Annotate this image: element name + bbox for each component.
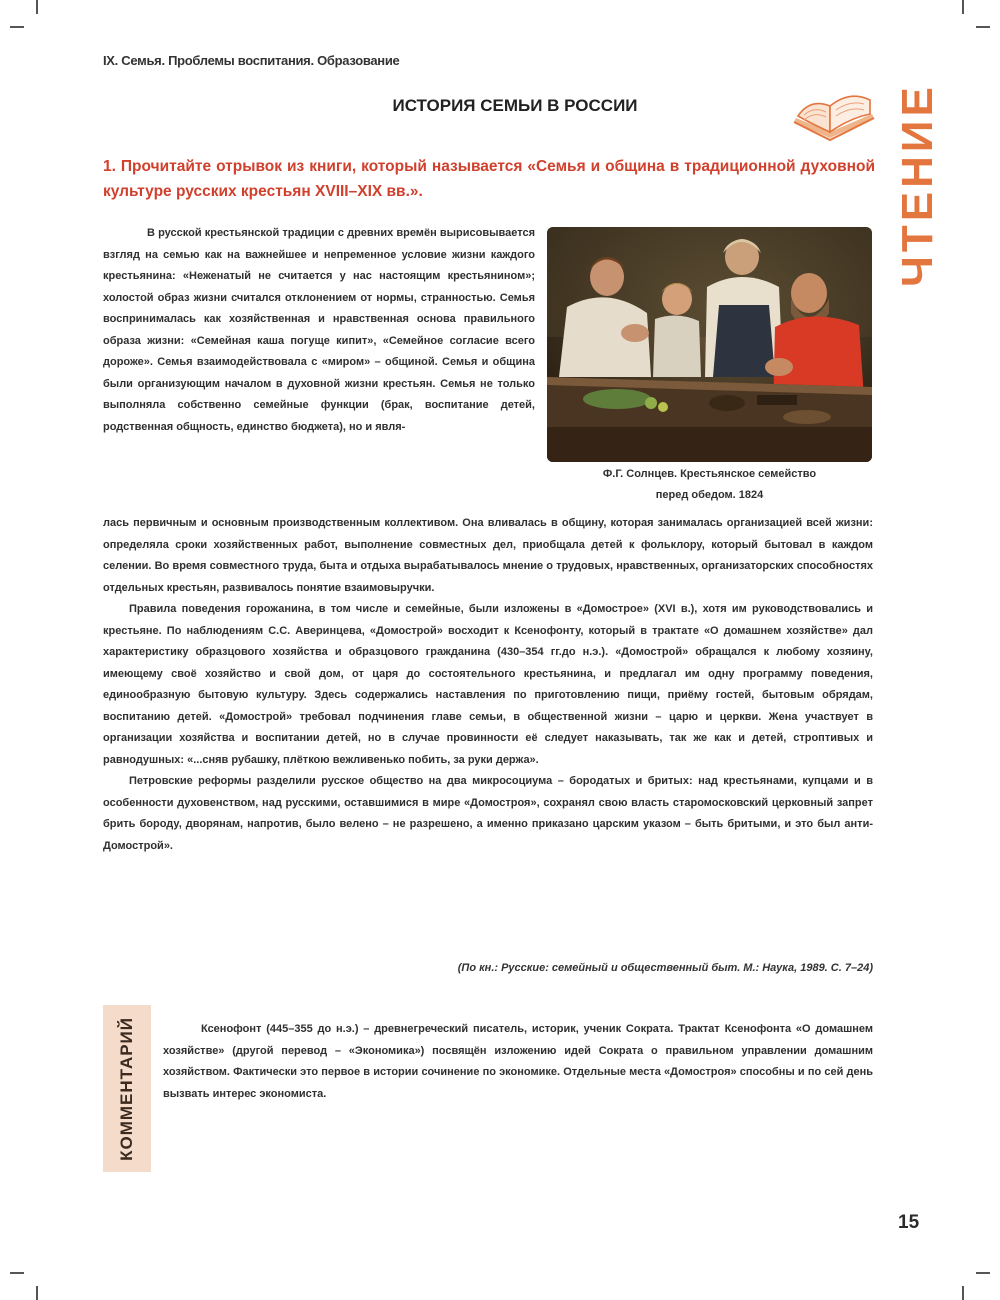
source-citation: (По кн.: Русские: семейный и общественный быт. М.: Наука, 1989. С. 7–24): [457, 962, 873, 974]
comment-box: [163, 1019, 873, 1105]
crop-mark: [36, 1286, 38, 1300]
crop-mark: [10, 26, 24, 28]
task-instruction: 1. Прочитайте отрывок из книги, который называется «Семья и община в традиционной духовной культуре русских крестьян XVIII–XIX вв.».: [103, 158, 875, 200]
article-column: [103, 223, 535, 438]
crop-mark: [36, 0, 38, 14]
crop-mark: [962, 1286, 964, 1300]
article-paragraph: Петровские реформы разделили русское общество на два микросоциума – бородатых и бритых: над крестьянами, купцами и в особенности духовенством, над русскими, оставшимися в мире «Домостроя», сохранял свою власть старомосковский церковный запрет брить бороду, дворянам, напротив, было велено – не разрешено, а именно приказано царским указом – быть бритыми, и это был анти-Домострой».: [103, 775, 873, 852]
page-number: 15: [898, 1212, 920, 1233]
crop-mark: [10, 1272, 24, 1274]
figure-caption: [547, 464, 872, 506]
page-title: ИСТОРИЯ СЕМЬИ В РОССИИ: [392, 96, 638, 115]
caption-line: Ф.Г. Солнцев. Крестьянское семейство: [602, 468, 817, 480]
article-paragraph: В русской крестьянской традиции с древних времён вырисовывается взгляд на семью как на важнейшее и непременное условие жизни каждого крестьянина: «Неженатый не считается у нас настоящим крестьянином»; холостой образ жизни считался отклонением от нормы, странностью. Семья воспринималась как хозяйственная и нравственная основа правильного образа жизни: «Семейная каша погуще кипит», «Семейное согласие всего дороже». Семья взаимодействовала с «миром» – общиной. Семья и община были организующим началом в духовной жизни крестьян. Семья не только выполняла собственно семейные функции (брак, воспитание детей, родственная общность, единство бюджета), но и явля-: [103, 227, 535, 433]
article-paragraph: Правила поведения горожанина, в том числе и семейные, были изложены в «Домострое» (XVI в.), хотя им руководствовались и крестьяне. По наблюдениям С.С. Аверинцева, «Домострой» восходит к Ксенофонту, который в трактате «О домашнем хозяйстве» дал характеристику образцового хозяйства и образцового гражданина (430–354 гг.до н.э.). «Домострой» обращался к любому хозяину, имеющему своё хозяйство и свой дом, от царя до состоятельного крестьянина, и предлагал им одну программу поведения, единообразную бытовую культуру. Здесь содержались наставления по приготовлению пищи, приёму гостей, бытовым обрядам, воспитанию детей. «Домострой» требовал подчинения главе семьи, в общественной жизни – царю и церкви. Жена участвует в организации хозяйства и воспитании детей, но в случае провинности её следует наказывать, так же как и детей, строптивых и равнодушных: «...сняв рубашку, плёткою вежливенько побить, за руки держа».: [103, 603, 873, 766]
caption-line: перед обедом. 1824: [655, 489, 764, 501]
section-label: ЧТЕНИЕ: [893, 83, 942, 287]
crop-mark: [976, 1272, 990, 1274]
comment-text: Ксенофонт (445–355 до н.э.) – древнегреческий писатель, историк, ученик Сократа. Трактат Ксенофонта «О домашнем хозяйстве» (другой перевод – «Экономика») посвящён изложению идей Сократа о правильном управлении домашним хозяйством. Фактически это первое в истории сочинение по экономике. Отдельные места «Домостроя» способны и по сей день вызвать интерес экономиста.: [163, 1023, 873, 1100]
article-paragraph: лась первичным и основным производственным коллективом. Она вливалась в общину, которая занималась организацией всей жизни: определяла сроки хозяйственных работ, выполнение совместных дел, приобщала детей к фольклору, который бытовал в каждом селении. Во время совместного труда, быта и отдыха вырабатывалось мнение о трудовых, нравственных, организаторских способностях отдельных крестьян, развивалось понятие взаимовыручки.: [103, 517, 873, 594]
comment-label: КОММЕНТАРИЙ: [117, 1016, 136, 1161]
painting-image: [547, 227, 872, 462]
article-body: [103, 513, 873, 857]
comment-tab: [103, 1005, 151, 1172]
crop-mark: [976, 26, 990, 28]
chapter-header: IX. Семья. Проблемы воспитания. Образование: [103, 53, 400, 68]
crop-mark: [962, 0, 964, 14]
